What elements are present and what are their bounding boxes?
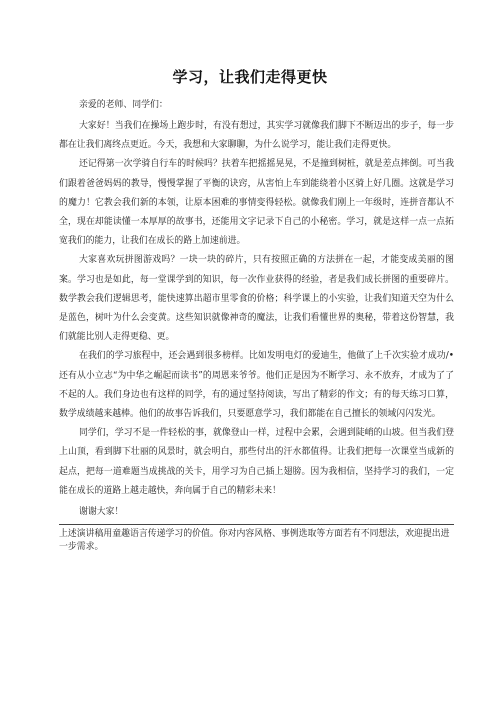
footnote: 上述演讲稿用童趣语言传递学习的价值。你对内容风格、事例选取等方面若有不同想法，欢迎提出进一步需求。 <box>59 524 454 554</box>
document-body <box>59 96 454 554</box>
paragraph-1: 大家好！当我们在操场上跑步时，有没有想过，其实学习就像我们脚下不断迈出的步子，每一步都在让我们离终点更近。今天，我想和大家聊聊，为什么说学习，能让我们走得更快。 <box>59 121 454 151</box>
paragraph-5: 同学们，学习不是一件轻松的事，就像登山一样，过程中会累，会遇到陡峭的山坡。但当我们登上山顶，看到脚下壮丽的风景时，就会明白，那些付出的汗水都值得。让我们把每一次课堂当成新的起点，把每一道难题当成挑战的关卡，用学习为自己插上翅膀。因为我相信，坚持学习的我们，一定能在成长的道路上越走越快，奔向属于自己的精彩未来！ <box>59 428 454 496</box>
document-title: 学习，让我们走得更快 <box>172 68 328 86</box>
paragraph-3: 大家喜欢玩拼图游戏吗？一块一块的碎片，只有按照正确的方法拼在一起，才能变成美丽的图案。学习也是如此，每一堂课学到的知识，每一次作业获得的经验，者是我们成长拼图的重要碎片。数学教会我们逻辑思考，能快速算出超市里零食的价格；科学课上的小实验，让我们知道天空为什么是蓝色，树叶为什么会变黄。这些知识就像神奇的魔法，让我们看懂世界的奥秘，带着这份智慧，我们就能比别人走得更稳、更。 <box>59 255 454 343</box>
paragraph-4: 在我们的学习旅程中，还会遇到很多榜样。比如发明电灯的爱迪生，他做了上千次实验才成功/•还有从小立志“为中华之崛起而读书”的周恩来爷爷。他们正是因为不断学习、永不放弃，才成为了了不起的人。我们身边也有这样的同学，有的通过坚持阅读，写出了精彩的作文；有的每天练习口算，数学成绩越来越棒。他们的故事告诉我们，只要愿意学习，我们都能在自己擅长的领域闪闪发光。 <box>59 351 454 420</box>
closing-thanks: 谢谢大家！ <box>79 507 124 518</box>
paragraph-2: 还记得第一次学骑自行车的时候吗？扶着车把摇摇晃晃，不是撞到树桩，就是差点摔倒。可当我们跟着爸爸妈妈的教导，慢慢掌握了平衡的诀窍，从害怕上车到能绕着小区骑上好几圈。这就是学习的魔力！它教会我们新的本领，让原本困难的事情变得轻松。就像我们刚上一年级时，连拼音都认不全，现在却能读懂一本厚厚的故事书，还能用文字记录下自己的小秘密。学习，就是这样一点一点拓宽我们的能力，让我们在成长的路上加速前进。 <box>59 159 454 247</box>
salutation: 亲爱的老师、同学们： <box>79 100 168 110</box>
